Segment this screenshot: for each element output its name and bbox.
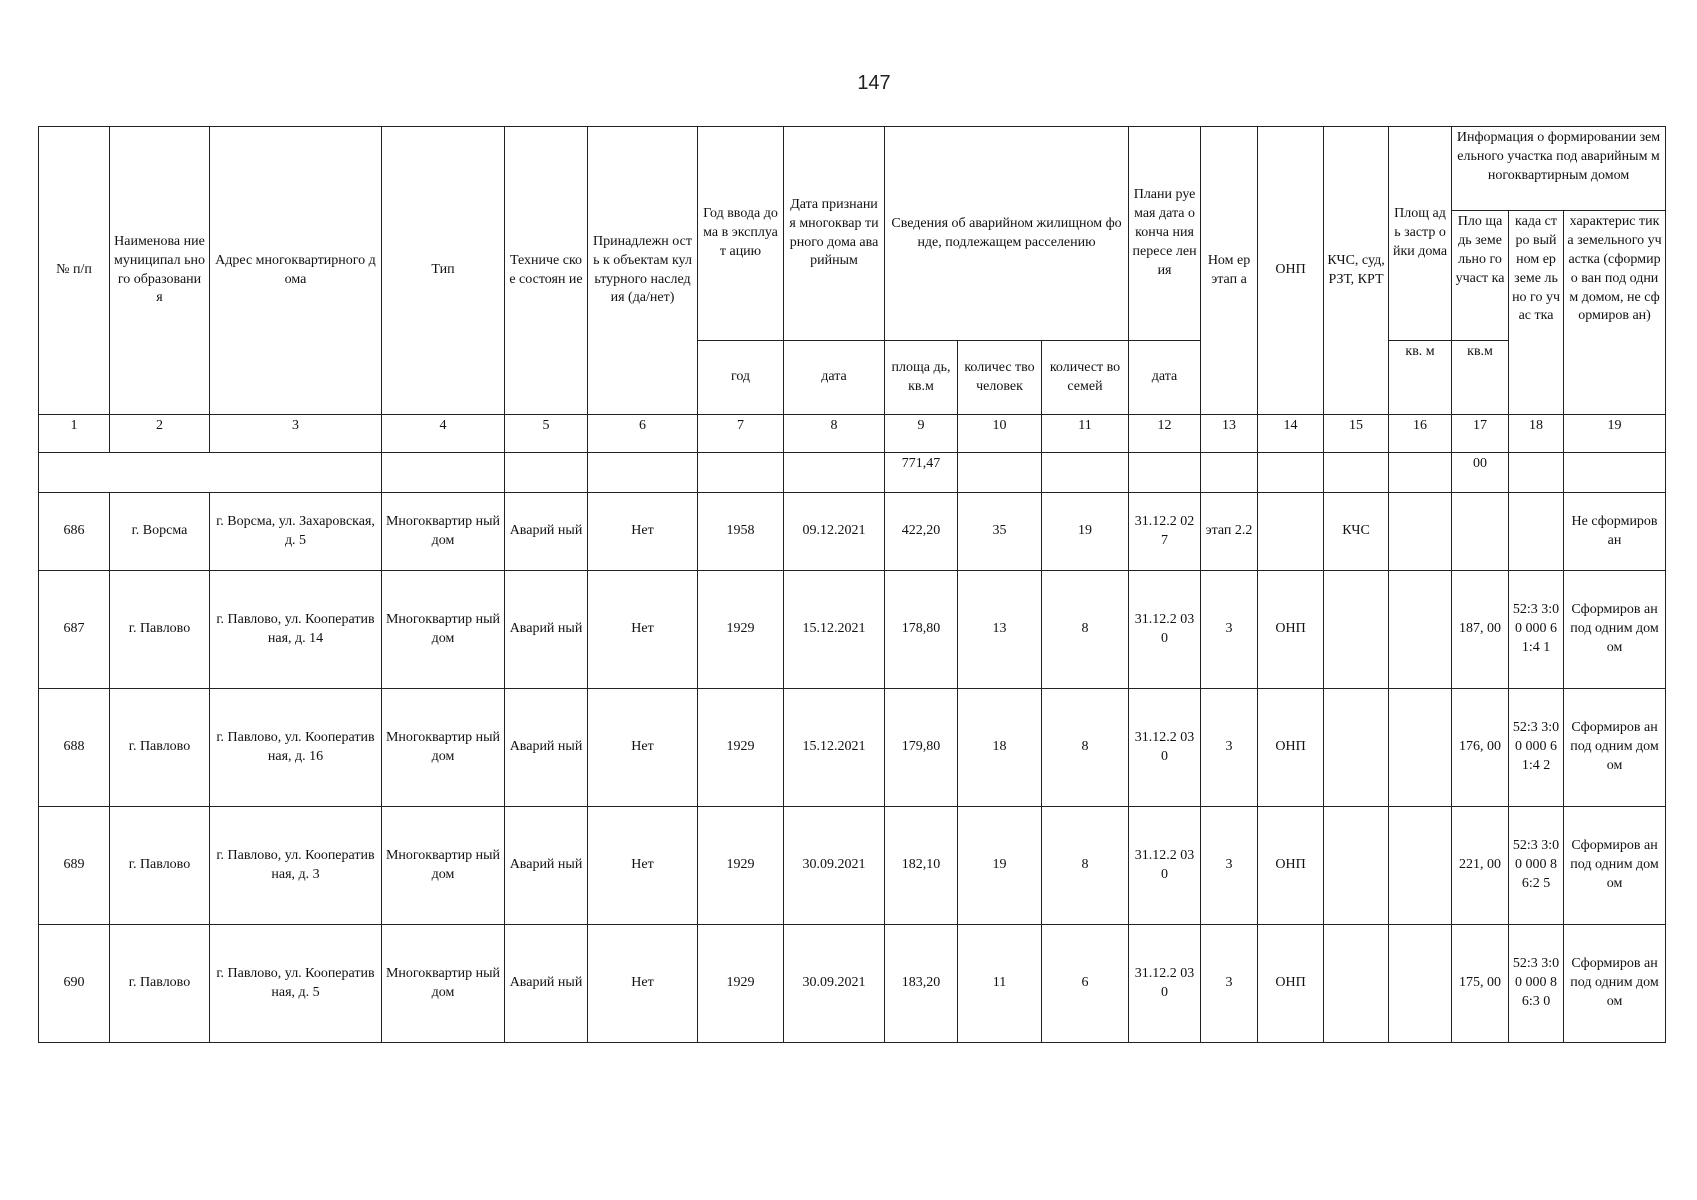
cell-planned: 31.12.2 030	[1129, 571, 1201, 689]
cell-type: Многоквартир ный дом	[382, 925, 505, 1043]
cell-onp: ОНП	[1258, 571, 1324, 689]
summary-cell	[505, 453, 588, 493]
cell-area: 422,20	[885, 493, 958, 571]
cell-land-char: Сформиров ан под одним домом	[1564, 689, 1666, 807]
cell-building-area	[1389, 493, 1452, 571]
cell-area: 178,80	[885, 571, 958, 689]
cell-heritage: Нет	[588, 493, 698, 571]
cell-stage: 3	[1201, 571, 1258, 689]
cell-land-area	[1452, 493, 1509, 571]
cell-address: г. Павлово, ул. Кооперативная, д. 16	[210, 689, 382, 807]
header-address: Адрес многоквартирного дома	[210, 127, 382, 415]
summary-cell	[698, 453, 784, 493]
summary-land-area: 00	[1452, 453, 1509, 493]
cell-kchs: КЧС	[1324, 493, 1389, 571]
header-stage: Ном ер этап а	[1201, 127, 1258, 415]
cell-heritage: Нет	[588, 571, 698, 689]
cell-land-char: Сформиров ан под одним домом	[1564, 571, 1666, 689]
summary-cell	[1564, 453, 1666, 493]
cell-cadastral: 52:3 3:00 000 86:2 5	[1509, 807, 1564, 925]
cell-land-area: 175, 00	[1452, 925, 1509, 1043]
column-number: 5	[505, 415, 588, 453]
unit-land-area: кв.м	[1452, 341, 1509, 415]
cell-onp: ОНП	[1258, 689, 1324, 807]
column-number: 13	[1201, 415, 1258, 453]
cell-families: 8	[1042, 689, 1129, 807]
cell-type: Многоквартир ный дом	[382, 807, 505, 925]
table-row	[39, 807, 1666, 925]
cell-land-char: Сформиров ан под одним домом	[1564, 807, 1666, 925]
column-number-row	[39, 415, 1666, 453]
subheader-year: год	[698, 341, 784, 415]
cell-onp	[1258, 493, 1324, 571]
column-number: 8	[784, 415, 885, 453]
cell-tech-state: Аварий ный	[505, 493, 588, 571]
column-number: 14	[1258, 415, 1324, 453]
cell-tech-state: Аварий ный	[505, 571, 588, 689]
summary-cell	[1258, 453, 1324, 493]
cell-date: 15.12.2021	[784, 689, 885, 807]
cell-year: 1929	[698, 807, 784, 925]
cell-heritage: Нет	[588, 689, 698, 807]
cell-land-area: 187, 00	[1452, 571, 1509, 689]
column-number: 17	[1452, 415, 1509, 453]
header-heritage: Принадлежн ость к объектам культурного наследия (да/нет)	[588, 127, 698, 415]
cell-stage: 3	[1201, 689, 1258, 807]
cell-cadastral: 52:3 3:00 000 61:4 2	[1509, 689, 1564, 807]
column-number: 11	[1042, 415, 1129, 453]
subheader-area: площа дь, кв.м	[885, 341, 958, 415]
cell-tech-state: Аварий ный	[505, 925, 588, 1043]
table-row	[39, 571, 1666, 689]
cell-planned: 31.12.2 030	[1129, 689, 1201, 807]
cell-people: 13	[958, 571, 1042, 689]
cell-num: 689	[39, 807, 110, 925]
cell-building-area	[1389, 925, 1452, 1043]
cell-date: 30.09.2021	[784, 807, 885, 925]
cell-address: г. Павлово, ул. Кооперативная, д. 5	[210, 925, 382, 1043]
summary-cell	[39, 453, 382, 493]
cell-year: 1929	[698, 571, 784, 689]
column-number: 15	[1324, 415, 1389, 453]
cell-planned: 31.12.2 030	[1129, 807, 1201, 925]
summary-cell	[958, 453, 1042, 493]
column-number: 16	[1389, 415, 1452, 453]
cell-planned: 31.12.2 030	[1129, 925, 1201, 1043]
cell-land-area: 221, 00	[1452, 807, 1509, 925]
cell-tech-state: Аварий ный	[505, 807, 588, 925]
subheader-families: количест во семей	[1042, 341, 1129, 415]
summary-cell	[1201, 453, 1258, 493]
cell-num: 686	[39, 493, 110, 571]
cell-heritage: Нет	[588, 807, 698, 925]
header-building-area: Площ адь застр ойки дома	[1389, 127, 1452, 341]
header-onp: ОНП	[1258, 127, 1324, 415]
cell-municipality: г. Павлово	[110, 807, 210, 925]
cell-land-char: Сформиров ан под одним домом	[1564, 925, 1666, 1043]
header-kchs: КЧС, суд, РЗТ, КРТ	[1324, 127, 1389, 415]
cell-municipality: г. Павлово	[110, 925, 210, 1043]
cell-families: 19	[1042, 493, 1129, 571]
header-type: Тип	[382, 127, 505, 415]
cell-address: г. Павлово, ул. Кооперативная, д. 3	[210, 807, 382, 925]
header-land-info: Информация о формировании земельного участка под аварийным многоквартирным домом	[1452, 127, 1666, 211]
table-row	[39, 925, 1666, 1043]
column-number: 3	[210, 415, 382, 453]
header-planned-date: Плани руемая дата оконча ния пересе ления	[1129, 127, 1201, 341]
cell-num: 690	[39, 925, 110, 1043]
cell-year: 1929	[698, 689, 784, 807]
cell-families: 6	[1042, 925, 1129, 1043]
subheader-date: дата	[784, 341, 885, 415]
cell-families: 8	[1042, 807, 1129, 925]
subheader-planned-date: дата	[1129, 341, 1201, 415]
table-row	[39, 493, 1666, 571]
unit-building-area: кв. м	[1389, 341, 1452, 415]
cell-type: Многоквартир ный дом	[382, 493, 505, 571]
cell-people: 11	[958, 925, 1042, 1043]
cell-building-area	[1389, 571, 1452, 689]
column-number: 9	[885, 415, 958, 453]
cell-area: 183,20	[885, 925, 958, 1043]
cell-year: 1958	[698, 493, 784, 571]
cell-address: г. Павлово, ул. Кооперативная, д. 14	[210, 571, 382, 689]
cell-municipality: г. Павлово	[110, 689, 210, 807]
cell-kchs	[1324, 925, 1389, 1043]
header-num: № п/п	[39, 127, 110, 415]
cell-people: 18	[958, 689, 1042, 807]
cell-onp: ОНП	[1258, 925, 1324, 1043]
cell-land-char: Не сформиров ан	[1564, 493, 1666, 571]
column-number: 19	[1564, 415, 1666, 453]
summary-area: 771,47	[885, 453, 958, 493]
cell-kchs	[1324, 689, 1389, 807]
summary-cell	[1324, 453, 1389, 493]
summary-row	[39, 453, 1666, 493]
column-number: 7	[698, 415, 784, 453]
header-year-built: Год ввода дома в эксплуат ацию	[698, 127, 784, 341]
summary-cell	[588, 453, 698, 493]
cell-num: 688	[39, 689, 110, 807]
column-number: 6	[588, 415, 698, 453]
cell-type: Многоквартир ный дом	[382, 689, 505, 807]
emergency-housing-table	[38, 126, 1666, 1043]
cell-kchs	[1324, 571, 1389, 689]
summary-cell	[784, 453, 885, 493]
cell-year: 1929	[698, 925, 784, 1043]
cell-families: 8	[1042, 571, 1129, 689]
page-number: 147	[857, 72, 891, 94]
column-number: 1	[39, 415, 110, 453]
cell-area: 179,80	[885, 689, 958, 807]
cell-municipality: г. Павлово	[110, 571, 210, 689]
cell-num: 687	[39, 571, 110, 689]
header-land-char: характерис тика земельного участка (сформиро ван под одним домом, не сформиров ан)	[1564, 211, 1666, 415]
column-number: 4	[382, 415, 505, 453]
cell-stage: этап 2.2	[1201, 493, 1258, 571]
cell-stage: 3	[1201, 925, 1258, 1043]
cell-tech-state: Аварий ный	[505, 689, 588, 807]
summary-cell	[1509, 453, 1564, 493]
cell-kchs	[1324, 807, 1389, 925]
header-tech-state: Техниче ское состоян ие	[505, 127, 588, 415]
cell-building-area	[1389, 689, 1452, 807]
cell-stage: 3	[1201, 807, 1258, 925]
cell-land-area: 176, 00	[1452, 689, 1509, 807]
table-row	[39, 689, 1666, 807]
header-recognition-date: Дата признания многоквар тирного дома аварийным	[784, 127, 885, 341]
summary-cell	[1129, 453, 1201, 493]
column-number: 18	[1509, 415, 1564, 453]
header-cadastral: када стро вый ном ер земе льно го учас тка	[1509, 211, 1564, 415]
cell-cadastral: 52:3 3:00 000 61:4 1	[1509, 571, 1564, 689]
summary-cell	[382, 453, 505, 493]
cell-municipality: г. Ворсма	[110, 493, 210, 571]
cell-area: 182,10	[885, 807, 958, 925]
cell-people: 35	[958, 493, 1042, 571]
column-number: 2	[110, 415, 210, 453]
summary-cell	[1042, 453, 1129, 493]
subheader-people: количес тво человек	[958, 341, 1042, 415]
header-land-area: Пло щадь земе льно го участ ка	[1452, 211, 1509, 341]
header-emergency-info: Сведения об аварийном жилищном фонде, подлежащем расселению	[885, 127, 1129, 341]
cell-building-area	[1389, 807, 1452, 925]
cell-date: 09.12.2021	[784, 493, 885, 571]
cell-planned: 31.12.2 027	[1129, 493, 1201, 571]
cell-date: 30.09.2021	[784, 925, 885, 1043]
summary-cell	[1389, 453, 1452, 493]
header-municipality: Наименова ние муниципал ьного образовани я	[110, 127, 210, 415]
cell-cadastral	[1509, 493, 1564, 571]
cell-type: Многоквартир ный дом	[382, 571, 505, 689]
cell-date: 15.12.2021	[784, 571, 885, 689]
cell-onp: ОНП	[1258, 807, 1324, 925]
column-number: 10	[958, 415, 1042, 453]
cell-address: г. Ворсма, ул. Захаровская, д. 5	[210, 493, 382, 571]
cell-cadastral: 52:3 3:00 000 86:3 0	[1509, 925, 1564, 1043]
column-number: 12	[1129, 415, 1201, 453]
cell-people: 19	[958, 807, 1042, 925]
cell-heritage: Нет	[588, 925, 698, 1043]
